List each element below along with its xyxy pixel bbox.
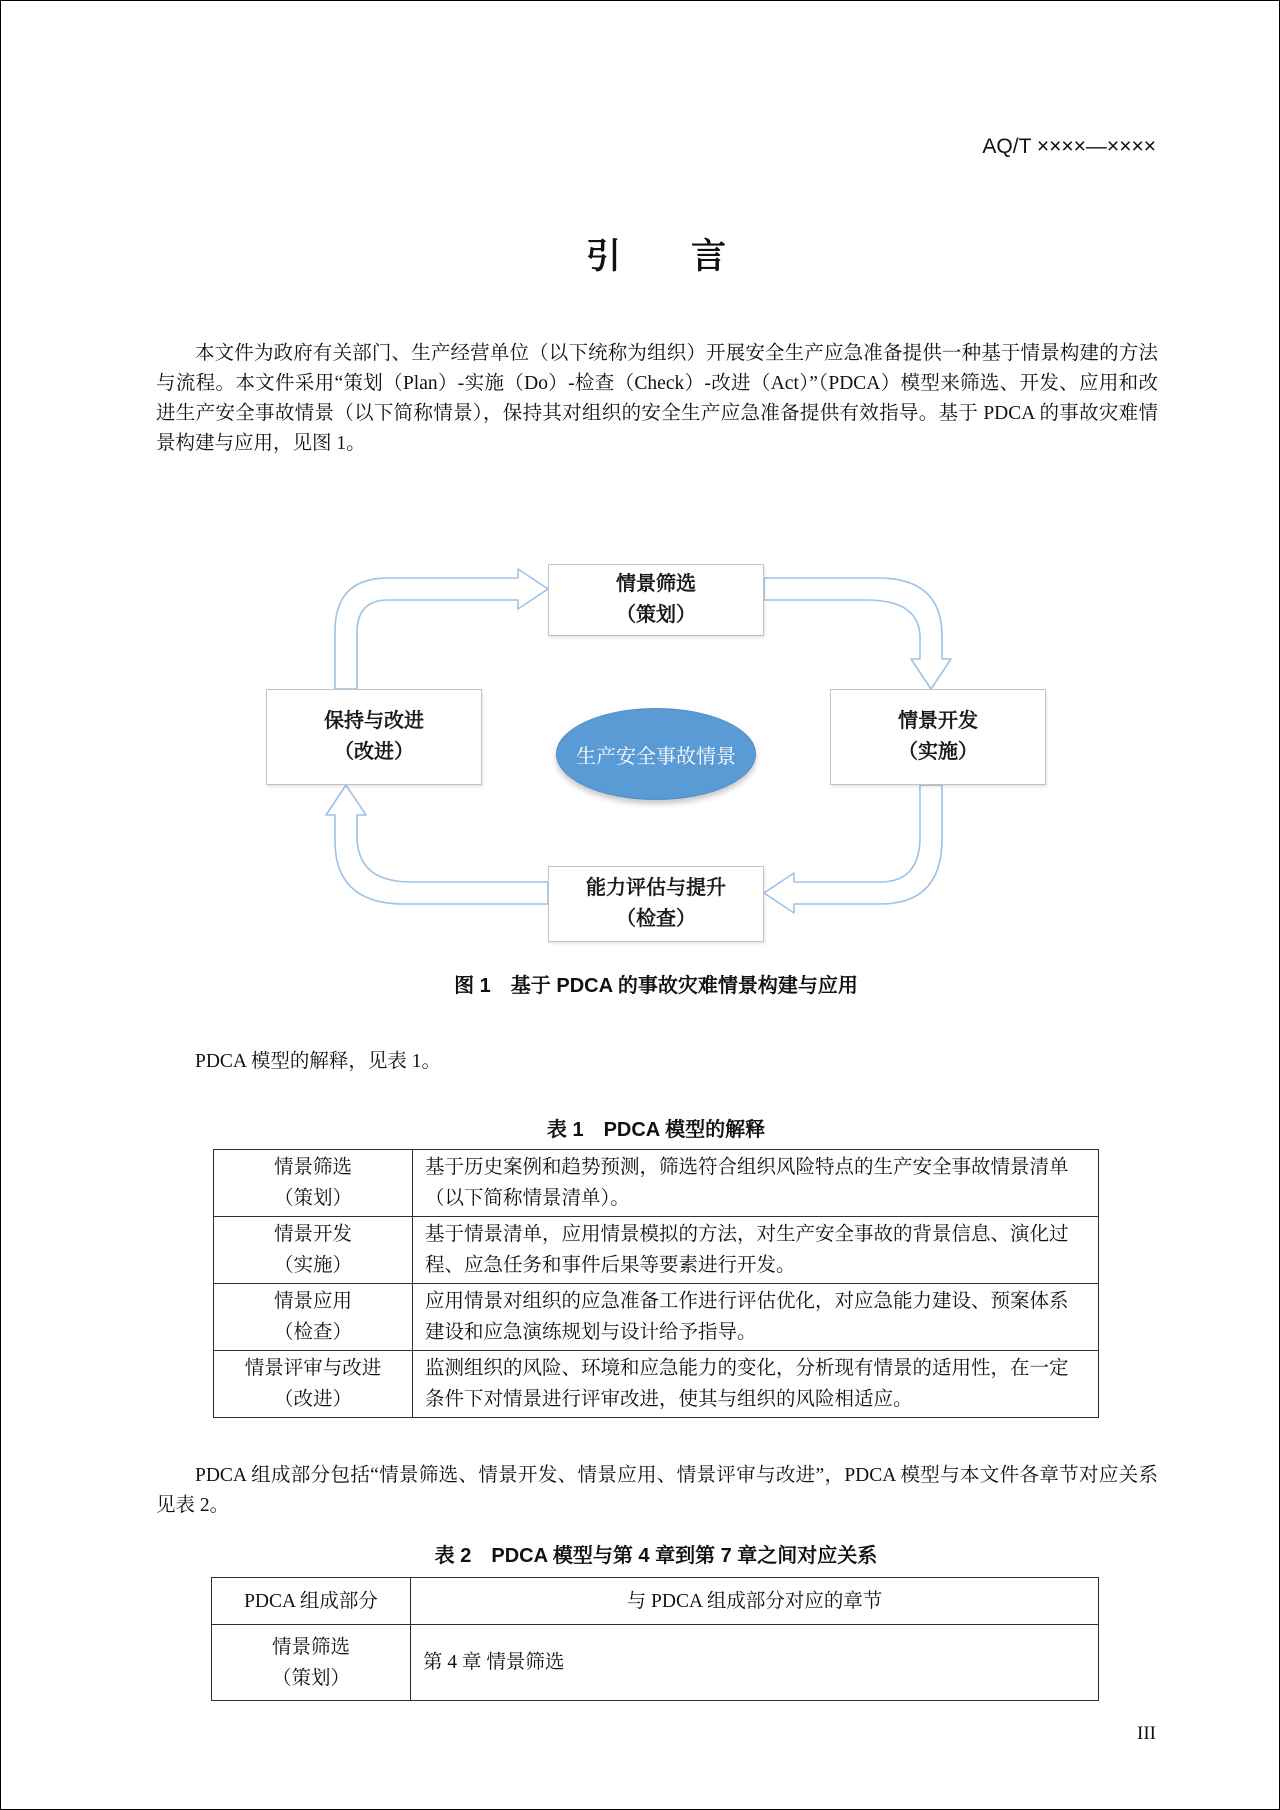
figure1-caption: 图 1 基于 PDCA 的事故灾难情景构建与应用 [454, 975, 858, 997]
table-row [214, 1284, 1099, 1351]
desc-cell: 监测组织的风险、环境和应急能力的变化，分析现有情景的适用性，在一定条件下对情景进行评审改进，使其与组织的风险相适应。 [413, 1351, 1099, 1418]
node-scenario-screening [548, 564, 764, 636]
term-name: 情景开发 [273, 1224, 352, 1245]
table-header-row [212, 1578, 1099, 1625]
table2-chapter-mapping [211, 1577, 1099, 1701]
term-cell [214, 1351, 413, 1418]
node-scenario-development [830, 689, 1046, 785]
node-sublabel: （实施） [898, 741, 978, 763]
term-sub: （策划） [273, 1188, 352, 1209]
term-sub: （改进） [273, 1389, 352, 1410]
table-row [214, 1150, 1099, 1217]
node-label: 情景开发 [898, 710, 978, 732]
page-number: III [1137, 1723, 1156, 1744]
term-name: 情景评审与改进 [244, 1358, 382, 1379]
term-name: 情景筛选 [273, 1157, 352, 1178]
header-cell-component: PDCA 组成部分 [212, 1578, 411, 1625]
pdca-components-paragraph: PDCA 组成部分包括“情景筛选、情景开发、情景应用、情景评审与改进”，PDCA 模型与本文件各章节对应关系见表 2。 [156, 1465, 1158, 1516]
term-cell [212, 1625, 411, 1701]
term-name: 情景筛选 [271, 1636, 350, 1658]
pdca-cycle-diagram [156, 541, 1156, 946]
term-sub: （策划） [271, 1667, 350, 1689]
arrow-plan-to-do [764, 578, 951, 689]
desc-cell: 应用情景对组织的应急准备工作进行评估优化，对应急能力建设、预案体系建设和应急演练规划与设计给予指导。 [413, 1284, 1099, 1351]
intro-paragraph: 本文件为政府有关部门、生产经营单位（以下统称为组织）开展安全生产应急准备提供一种基于情景构建的方法与流程。本文件采用“策划（Plan）-实施（Do）-检查（Check）-改进（Act）”（PDCA）模型来筛选、开发、应用和改进生产安全事故情景（以下简称情景），保持其对组织的安全生产应急准备提供有效指导。基于 PDCA 的事故灾难情景构建与应用，见图 1。 [156, 343, 1158, 454]
header-cell-chapter: 与 PDCA 组成部分对应的章节 [411, 1578, 1099, 1625]
arrow-improve-to-plan [335, 569, 548, 689]
term-sub: （实施） [273, 1255, 352, 1276]
desc-cell: 基于情景清单，应用情景模拟的方法，对生产安全事故的背景信息、演化过程、应急任务和事件后果等要素进行开发。 [413, 1217, 1099, 1284]
center-ellipse-accident-scenario [556, 708, 756, 800]
term-cell [214, 1217, 413, 1284]
ellipse-label: 生产安全事故情景 [576, 745, 736, 768]
node-sublabel: （策划） [616, 604, 696, 626]
node-sublabel: （改进） [334, 741, 414, 763]
table2-title: 表 2 PDCA 模型与第 4 章到第 7 章之间对应关系 [434, 1545, 878, 1567]
node-capability-evaluation [548, 866, 764, 942]
arrow-do-to-check [764, 785, 942, 913]
doc-number: AQ/T ××××—×××× [982, 135, 1156, 158]
node-label: 能力评估与提升 [586, 877, 726, 899]
desc-cell: 基于历史案例和趋势预测，筛选符合组织风险特点的生产安全事故情景清单（以下简称情景清单）。 [413, 1150, 1099, 1217]
node-maintain-improve [266, 689, 482, 785]
term-cell [214, 1284, 413, 1351]
node-label: 情景筛选 [616, 573, 696, 595]
arrow-check-to-act [326, 785, 548, 904]
term-cell [214, 1150, 413, 1217]
table-row [214, 1351, 1099, 1418]
term-sub: （检查） [273, 1322, 352, 1343]
page-title: 引 言 [585, 237, 726, 276]
node-label: 保持与改进 [324, 710, 424, 732]
table-row [214, 1217, 1099, 1284]
table1-title: 表 1 PDCA 模型的解释 [546, 1119, 766, 1141]
table1-pdca-explanation [213, 1149, 1099, 1418]
chapter-cell: 第 4 章 情景筛选 [411, 1625, 1099, 1701]
term-name: 情景应用 [273, 1291, 352, 1312]
table-row [212, 1625, 1099, 1701]
table1-intro-text: PDCA 模型的解释，见表 1。 [195, 1051, 441, 1072]
node-sublabel: （检查） [616, 908, 696, 930]
